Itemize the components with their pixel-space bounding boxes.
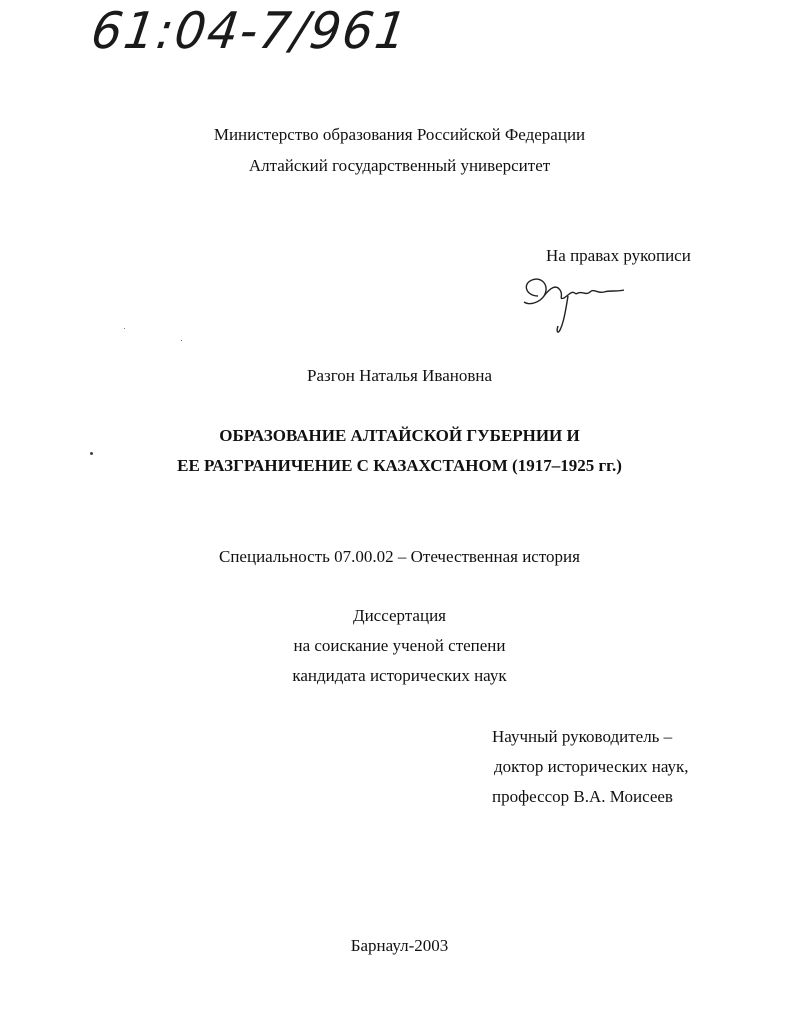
- thesis-title-line-2: ЕЕ РАЗГРАНИЧЕНИЕ С КАЗАХСТАНОМ (1917–1925 гг.): [177, 456, 622, 475]
- dissertation-line-3: кандидата исторических наук: [292, 666, 507, 685]
- archive-code-handwritten: 61:04-7/961: [87, 2, 412, 61]
- dissertation-line-1: Диссертация: [352, 606, 446, 625]
- scan-speck: [181, 340, 182, 341]
- specialty: Специальность 07.00.02 – Отечественная история: [219, 547, 580, 566]
- scan-speck: [90, 452, 93, 455]
- city-year: Барнаул-2003: [350, 936, 449, 955]
- supervisor-line-2: доктор исторических наук,: [494, 757, 689, 776]
- scan-speck: [124, 328, 125, 329]
- thesis-title-line-1: ОБРАЗОВАНИЕ АЛТАЙСКОЙ ГУБЕРНИИ И: [219, 426, 580, 445]
- supervisor-line-1: Научный руководитель –: [492, 727, 673, 746]
- dissertation-line-2: на соискание ученой степени: [293, 636, 506, 655]
- ministry-name: Министерство образования Российской Федерации: [213, 125, 586, 144]
- manuscript-rights-label: На правах рукописи: [546, 246, 691, 265]
- author-signature: [520, 266, 630, 336]
- university-name: Алтайский государственный университет: [248, 156, 551, 175]
- author-name: Разгон Наталья Ивановна: [306, 366, 493, 385]
- supervisor-line-3: профессор В.А. Моисеев: [492, 787, 673, 806]
